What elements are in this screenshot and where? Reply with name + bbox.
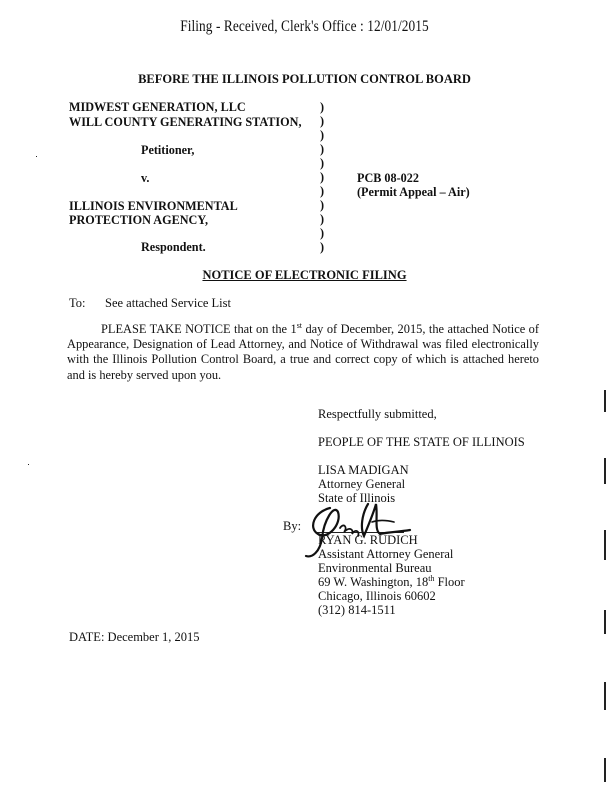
scan-artifact	[604, 390, 606, 412]
case-type: (Permit Appeal – Air)	[357, 185, 470, 199]
body-part-1: PLEASE TAKE NOTICE that on the 1	[101, 322, 297, 336]
scan-artifact	[36, 156, 37, 157]
respondent-line-1: ILLINOIS ENVIRONMENTAL	[69, 199, 238, 213]
petitioner-line-1: MIDWEST GENERATION, LLC	[69, 100, 246, 114]
filing-stamp: Filing - Received, Clerk's Office : 12/01/2015	[180, 18, 429, 35]
respondent-line-2: PROTECTION AGENCY,	[69, 213, 209, 227]
address-part-2: Floor	[434, 575, 465, 589]
signer-name: RYAN G. RUDICH	[318, 533, 418, 547]
address-superscript: th	[428, 573, 435, 583]
to-value: See attached Service List	[105, 296, 231, 310]
notice-title: NOTICE OF ELECTRONIC FILING	[202, 268, 407, 282]
scan-artifact	[604, 458, 606, 484]
phone-number: (312) 814-1511	[318, 603, 396, 617]
party-name: PEOPLE OF THE STATE OF ILLINOIS	[318, 435, 525, 449]
by-label: By:	[283, 519, 302, 533]
petitioner-label: Petitioner,	[141, 143, 195, 157]
closing: Respectfully submitted,	[318, 407, 437, 421]
notice-body	[67, 322, 539, 383]
bureau-name: Environmental Bureau	[318, 561, 432, 575]
scan-artifact	[604, 530, 606, 560]
caption-paren: )	[320, 170, 325, 184]
caption-paren: )	[320, 128, 325, 142]
caption-paren: )	[320, 212, 325, 226]
versus-label: v.	[141, 171, 150, 185]
attorney-general-title: Attorney General	[318, 477, 406, 491]
caption-paren: )	[320, 198, 325, 212]
attorney-general-state: State of Illinois	[318, 491, 396, 505]
respondent-label: Respondent.	[141, 240, 206, 254]
petitioner-line-2: WILL COUNTY GENERATING STATION,	[69, 115, 302, 129]
caption-paren: )	[320, 114, 325, 128]
caption-paren: )	[320, 226, 325, 240]
to-label: To:	[69, 296, 86, 310]
caption-paren: )	[320, 240, 325, 254]
case-number: PCB 08-022	[357, 171, 419, 185]
scan-artifact	[28, 464, 29, 465]
attorney-general-name: LISA MADIGAN	[318, 463, 409, 477]
body-superscript: st	[296, 320, 303, 330]
body-part-2: day of December, 2015, the attached Notice of Appearance, Designation of Lead Attorney, and Notice of Withdrawal was filed electronically with the Illinois Pollution Control Board, a true and correct copy of which is attached hereto and is hereby served upon you.	[67, 322, 539, 382]
scan-artifact	[604, 610, 606, 634]
caption-paren: )	[320, 156, 325, 170]
caption-paren: )	[320, 184, 325, 198]
scan-artifact	[604, 682, 606, 710]
board-heading: BEFORE THE ILLINOIS POLLUTION CONTROL BOARD	[138, 72, 471, 86]
caption-paren: )	[320, 100, 325, 114]
address-part-1: 69 W. Washington, 18	[318, 575, 429, 589]
caption-paren: )	[320, 142, 325, 156]
street-address	[318, 575, 465, 590]
scan-artifact	[604, 758, 606, 782]
signer-title: Assistant Attorney General	[318, 547, 454, 561]
date-line: DATE: December 1, 2015	[69, 630, 200, 644]
city-line: Chicago, Illinois 60602	[318, 589, 436, 603]
